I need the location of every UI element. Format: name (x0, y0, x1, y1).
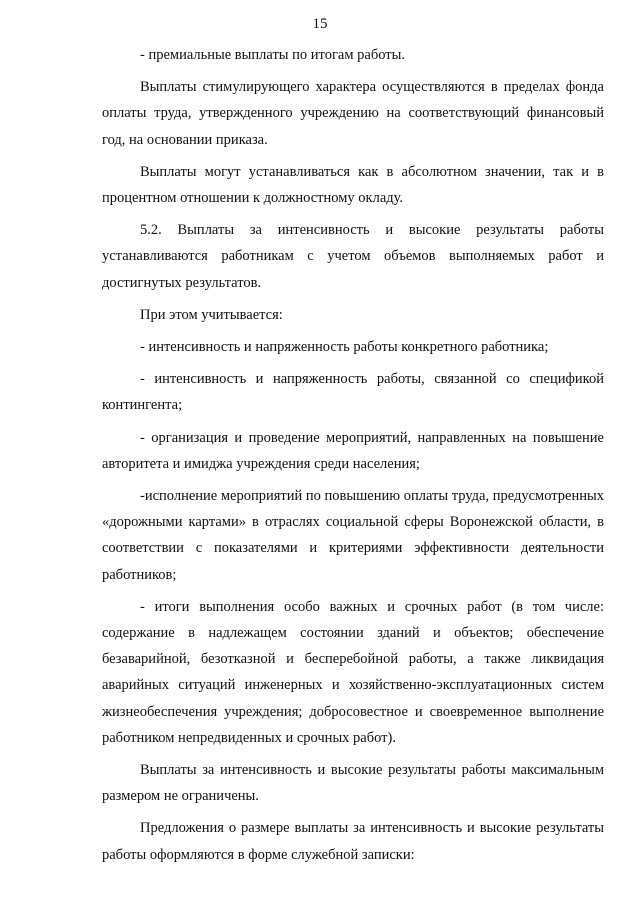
list-item-events-organization: - организация и проведение мероприятий, направленных на повышение авторитета и имиджа учреждения среди населения; (102, 429, 604, 472)
paragraph-section-5-2: 5.2. Выплаты за интенсивность и высокие результаты работы устанавливаются работникам с учетом объемов выполняемых работ и достигнутых результатов. (102, 222, 604, 291)
paragraph-proposals-memo: Предложения о размере выплаты за интенсивность и высокие результаты работы оформляются в форме служебной записки: (102, 820, 604, 863)
paragraph-bonus-payments: - премиальные выплаты по итогам работы. (140, 47, 405, 63)
list-item-roadmaps-execution: -исполнение мероприятий по повышению оплаты труда, предусмотренных «дорожными картами» в отраслях социальной сферы Воронежской области, в соответствии с показателями и критериями эффективности деятельности работников; (102, 488, 604, 583)
paragraph-payment-forms: Выплаты могут устанавливаться как в абсолютном значении, так и в процентном отношении к должностному окладу. (102, 163, 604, 207)
paragraph-no-maximum-limit: Выплаты за интенсивность и высокие результаты работы максимальным размером не ограничены. (102, 762, 604, 805)
page-number: 15 (312, 16, 328, 32)
list-item-contingent-specifics: - интенсивность и напряженность работы, связанной со спецификой контингента; (102, 371, 604, 414)
paragraph-incentive-payments-fund: Выплаты стимулирующего характера осуществляются в пределах фонда оплаты труда, утвержденного учреждению на соответствующий финансовый год, на основании приказа. (102, 79, 604, 148)
list-item-work-intensity: - интенсивность и напряженность работы конкретного работника; (140, 339, 549, 356)
paragraph-criteria-intro: При этом учитывается: (140, 306, 283, 323)
list-item-urgent-works: - итоги выполнения особо важных и срочных работ (в том числе: содержание в надлежащем состоянии зданий и объектов; обеспечение безаварийной, безотказной и бесперебойной работы, а также ликвидация аварийных ситуаций инженерных и хозяйственно-эксплуатационных систем жизнеобеспечения учреждения; добросовестное и своевременное выполнение работником непредвиденных и срочных работ). (102, 598, 604, 746)
document-body (102, 42, 604, 868)
